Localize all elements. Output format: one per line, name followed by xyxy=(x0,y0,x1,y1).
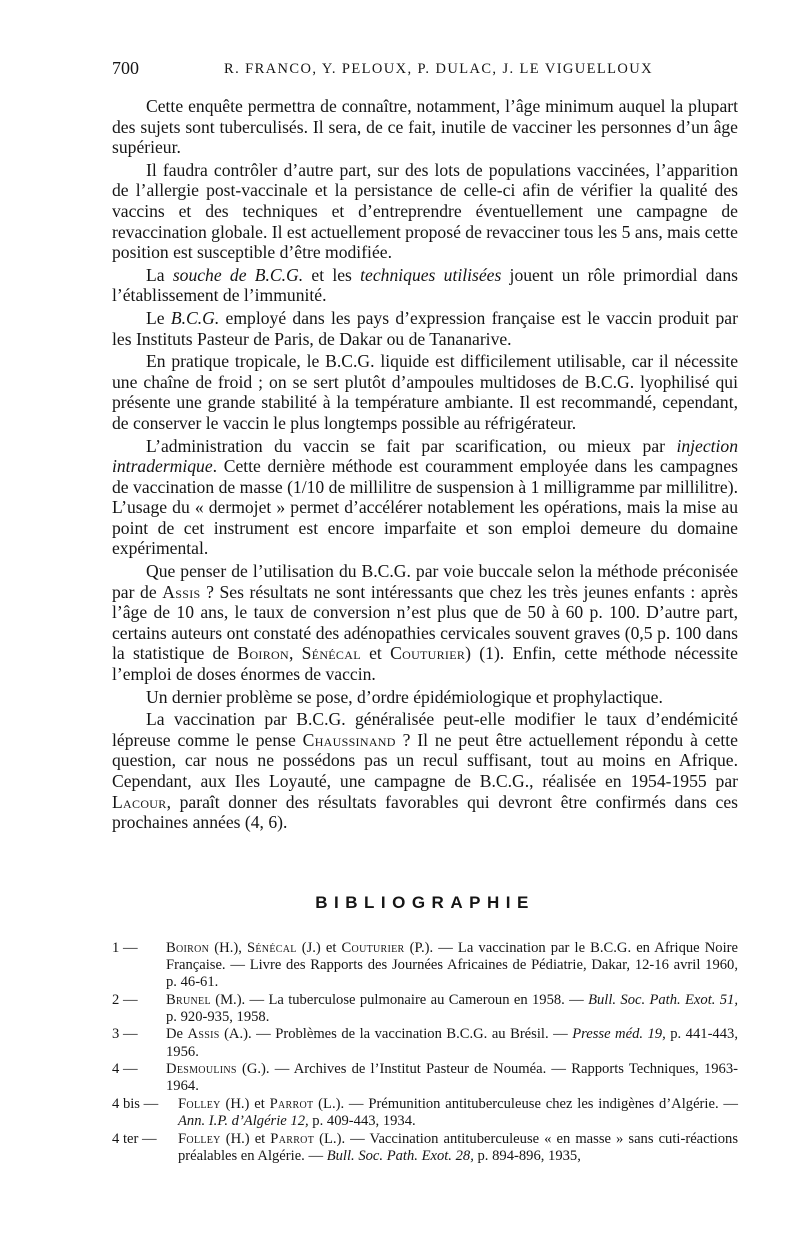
text-run: La xyxy=(146,264,173,285)
text-run: . Cette dernière méthode est couramment employée dans les campagnes de vaccination de masse (1/10 de millilitre de suspension à 1 milligramme par millilitre). L’usage du « dermojet » permet d’accélérer notablement les opérations, mais la mise au point de cet instrument est encore imparfaite et son emploi demeure du domaine expérimental. xyxy=(112,456,738,559)
text-run: , paraît donner des résultats favorables qui devront être confirmés dans ces prochaines années (4, 6). xyxy=(112,791,738,833)
text-run: (A.). — Problèmes de la vaccination B.C.G. au Brésil. — xyxy=(219,1026,573,1043)
paragraph xyxy=(112,709,738,833)
reference-number: 4 — xyxy=(112,1061,138,1078)
text-run: (L.). — Prémunition antituberculeuse chez les indigènes d’Algérie. — xyxy=(313,1095,738,1112)
author-name: Couturier xyxy=(390,643,466,664)
text-run: (J.) et xyxy=(296,940,342,956)
paragraph xyxy=(112,561,738,685)
reference-number: 2 — xyxy=(112,991,138,1008)
reference-text xyxy=(166,1026,738,1060)
author-name: Lacour xyxy=(112,791,167,812)
paragraph xyxy=(112,160,738,263)
text-run: ) (1). Enfin, cette méthode nécessite l’emploi de doses énormes de vaccin. xyxy=(112,643,738,685)
text-run: p. 894-896, 1935, xyxy=(473,1147,581,1164)
italic-text: Ann. I.P. d’Algérie 12, xyxy=(178,1112,309,1129)
reference-text xyxy=(166,992,738,1026)
text-run: , xyxy=(288,643,302,664)
author-name: Assis xyxy=(187,1026,220,1043)
reference-item xyxy=(112,1026,738,1060)
italic-text: injection intradermique xyxy=(112,435,738,477)
italic-text: B.C.G. xyxy=(170,307,220,328)
author-name: Folley xyxy=(178,1095,221,1112)
text-run: p. 409-443, 1934. xyxy=(308,1112,416,1129)
reference-number: 3 — xyxy=(112,1026,138,1043)
running-head: R. FRANCO, Y. PELOUX, P. DULAC, J. LE VIGUELLOUX xyxy=(224,61,654,77)
italic-text: souche de B.C.G. xyxy=(172,264,304,285)
author-name: Parrot xyxy=(270,1130,315,1147)
author-name: Sénécal xyxy=(246,940,297,956)
reference-item xyxy=(112,992,738,1026)
page-header xyxy=(112,58,738,88)
text-run: (H.), xyxy=(209,940,247,956)
author-name: Boiron xyxy=(166,940,210,956)
text-run: Cette enquête permettra de connaître, notamment, l’âge minimum auquel la plupart des sujets sont tuberculisés. Il sera, de ce fait, inutile de vacciner les personnes d’un âge supérieur. xyxy=(112,96,738,158)
author-name: Boiron xyxy=(237,643,289,664)
italic-text: Bull. Soc. Path. Exot. 28, xyxy=(326,1147,474,1164)
paragraph xyxy=(112,96,738,158)
text-run: p. 920-935, 1958. xyxy=(166,1008,270,1025)
author-name: Folley xyxy=(178,1130,221,1147)
italic-text: Bull. Soc. Path. Exot. 51, xyxy=(588,991,738,1008)
text-run: ? Il ne peut être actuellement répondu à cette question, car nous ne possédons pas un recul suffisant, tout au moins en Afrique. Cependant, aux Iles Loyauté, une campagne de B.C.G., réalisée en 1954-1955 par xyxy=(112,729,738,791)
author-name: Brunel xyxy=(166,991,211,1008)
author-name: Chaussinand xyxy=(302,729,396,750)
paragraph xyxy=(112,308,738,349)
text-run: p. 441-443, 1956. xyxy=(166,1026,738,1060)
bibliography-title: BIBLIOGRAPHIE xyxy=(315,893,535,912)
text-run: ? Ses résultats ne sont intéressants que chez les très jeunes enfants : après l’âge de 10 ans, le taux de conversion n’est plus que de 50 à 60 p. 100. D’autre part, certains auteurs ont constaté des adénopathies cervicales souvent graves (0,5 p. 100 dans la statistique de xyxy=(112,581,739,664)
text-run: (M.). — La tuberculose pulmonaire au Cameroun en 1958. — xyxy=(210,991,589,1008)
text-run: Un dernier problème se pose, d’ordre épidémiologique et prophylactique. xyxy=(146,686,663,707)
text-run: En pratique tropicale, le B.C.G. liquide est difficilement utilisable, car il nécessite une chaîne de froid ; on se sert plutôt d’ampoules multidoses de B.C.G. lyophilisé qui présente une grande stabilité à la température ambiante. Il est recommandé, cependant, de conserver le vaccin le plus longtemps possible au réfrigérateur. xyxy=(112,351,738,433)
reference-text xyxy=(166,1061,738,1095)
author-name: Couturier xyxy=(341,940,405,956)
body-text xyxy=(112,96,738,835)
reference-item xyxy=(112,1131,738,1165)
italic-text: Presse méd. 19, xyxy=(572,1026,666,1043)
reference-text xyxy=(178,1131,738,1165)
author-name: Sénécal xyxy=(301,643,361,664)
reference-number: 4 bis — xyxy=(112,1095,159,1112)
author-name: Assis xyxy=(162,581,201,602)
reference-item xyxy=(112,940,738,991)
bibliography-list xyxy=(112,940,738,1165)
paragraph xyxy=(112,265,738,306)
author-name: Desmoulins xyxy=(166,1061,237,1078)
text-run: (G.). — Archives de l’Institut Pasteur de Nouméa. — Rapports Techniques, 1963-1964. xyxy=(166,1061,738,1095)
page-number: 700 xyxy=(112,58,139,78)
author-name: Parrot xyxy=(269,1095,314,1112)
reference-number: 1 — xyxy=(112,940,138,956)
text-run: La vaccination par B.C.G. généralisée peut-elle modifier le taux d’endémicité lépreuse comme le pense xyxy=(112,709,738,750)
reference-number: 4 ter — xyxy=(112,1130,157,1147)
reference-text xyxy=(166,940,738,991)
text-run: Que penser de l’utilisation du B.C.G. par voie buccale selon la méthode préconisée par de xyxy=(112,561,738,602)
paragraph xyxy=(112,351,738,433)
reference-text xyxy=(178,1096,738,1130)
text-run: Le xyxy=(146,307,171,328)
text-run: employé dans les pays d’expression française est le vaccin produit par les Instituts Pasteur de Paris, de Dakar ou de Tananarive. xyxy=(112,307,738,349)
reference-item xyxy=(112,1061,738,1095)
text-run: Il faudra contrôler d’autre part, sur des lots de populations vaccinées, l’apparition de l’allergie post-vaccinale et la persistance de celle-ci afin de vérifier la qualité des vaccins et des techniques et d’entreprendre éventuellement une campagne de revaccination globale. Il est actuellement proposé de revacciner tous les 5 ans, mais cette position est susceptible d’être modifiée. xyxy=(112,159,738,263)
text-run: De xyxy=(166,1026,188,1043)
text-run: (L.). — Vaccination antituberculeuse « en masse » sans cuti-réactions préalables en Algérie. — xyxy=(178,1130,739,1164)
text-run: (P.). — La vaccination par le B.C.G. en Afrique Noire Française. — Livre des Rapports des Journées Africaines de Pédiatrie, Dakar, 12-16 avril 1960, p. 46-61. xyxy=(166,940,738,991)
text-run: (H.) et xyxy=(220,1095,270,1112)
italic-text: techniques utilisées xyxy=(360,264,502,285)
text-run: et les xyxy=(303,264,361,285)
text-run: (H.) et xyxy=(220,1130,271,1147)
reference-item xyxy=(112,1096,738,1130)
paragraph xyxy=(112,436,738,560)
paragraph xyxy=(112,687,738,708)
text-run: L’administration du vaccin se fait par scarification, ou mieux par xyxy=(146,435,677,456)
text-run: et xyxy=(360,643,391,664)
text-run: jouent un rôle primordial dans l’établissement de l’immunité. xyxy=(112,264,738,306)
